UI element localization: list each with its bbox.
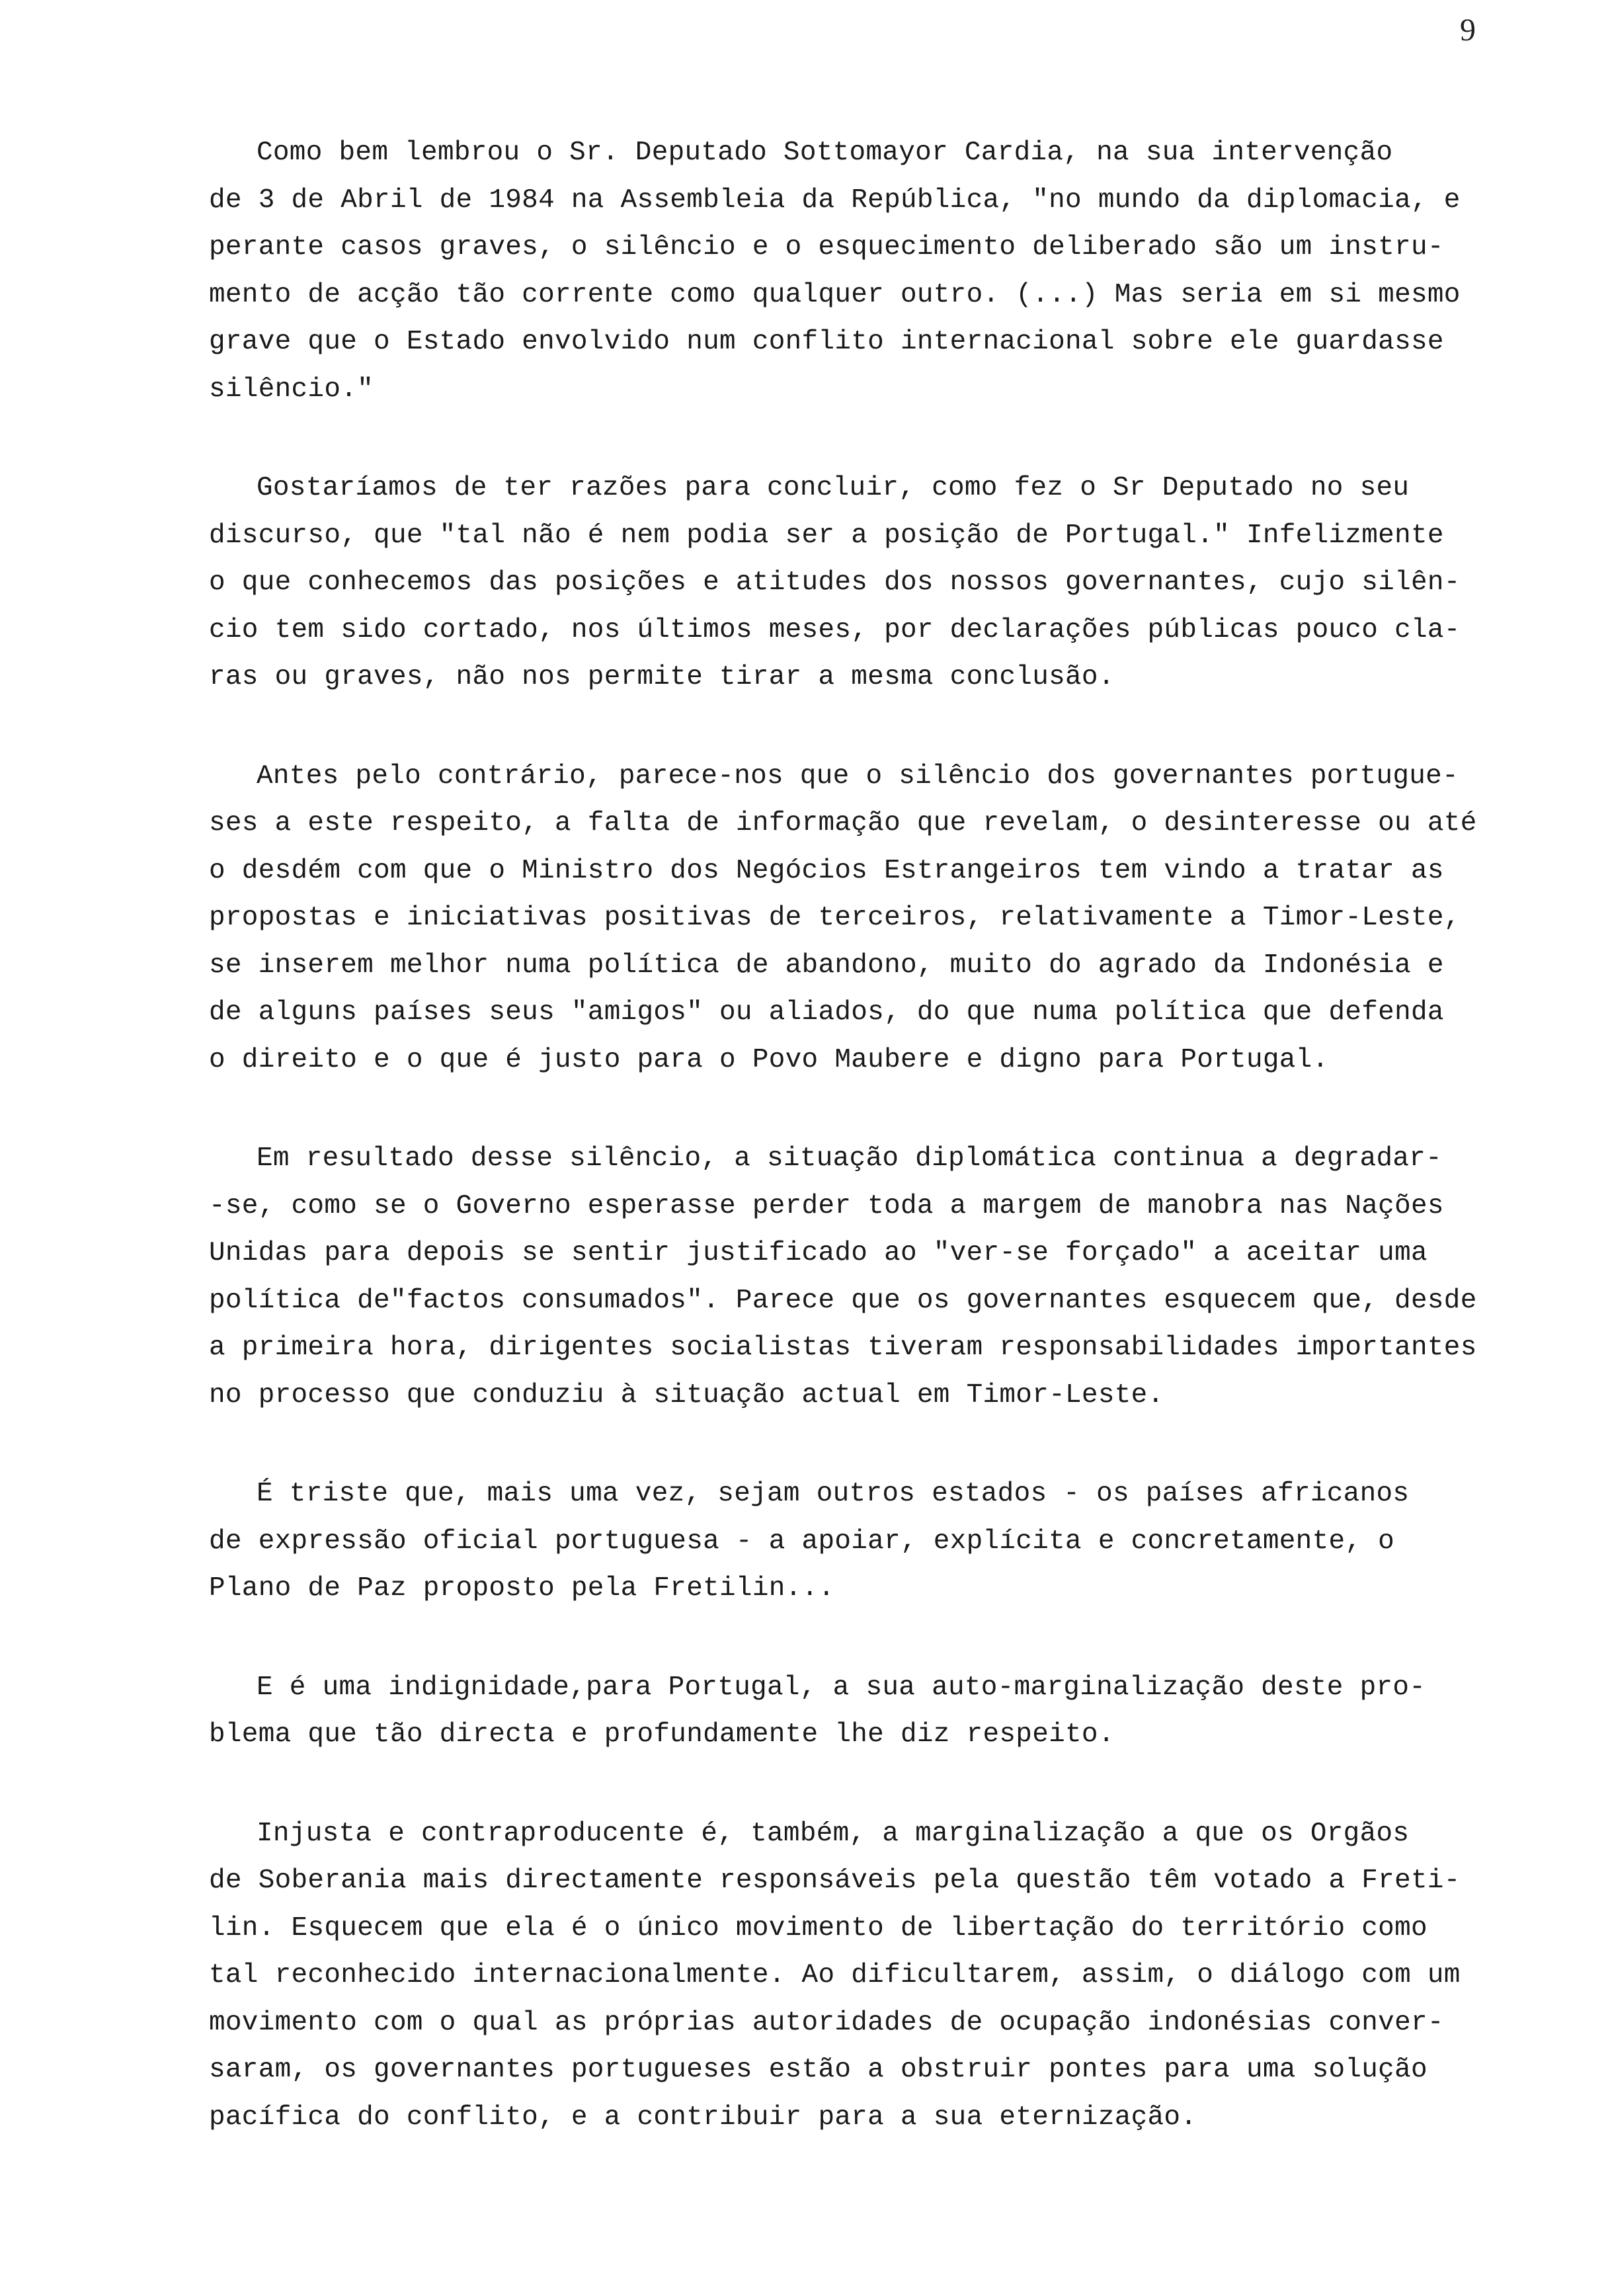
text-line: mento de acção tão corrente como qualquer outro. (...) Mas seria em si mesmo xyxy=(209,279,1461,310)
text-line: É triste que, mais uma vez, sejam outros estados - os países africanos xyxy=(257,1479,1410,1509)
text-line: Antes pelo contrário, parece-nos que o silêncio dos governantes portugue- xyxy=(257,760,1459,792)
text-line: de alguns países seus "amigos" ou aliados, do que numa política que defenda xyxy=(209,997,1444,1028)
text-line: o direito e o que é justo para o Povo Maubere e digno para Portugal. xyxy=(209,1044,1329,1075)
text-line: a primeira hora, dirigentes socialistas tiveram responsabilidades importantes xyxy=(209,1332,1477,1363)
text-line: o desdém com que o Ministro dos Negócios Estrangeiros tem vindo a tratar as xyxy=(209,855,1444,886)
text-line: o que conhecemos das posições e atitudes dos nossos governantes, cujo silên- xyxy=(209,567,1461,598)
text-line: Gostaríamos de ter razões para concluir, como fez o Sr Deputado no seu xyxy=(257,473,1410,503)
text-line: movimento com o qual as próprias autoridades de ocupação indonésias conver- xyxy=(209,2007,1444,2038)
text-line: -se, como se o Governo esperasse perder toda a margem de manobra nas Nações xyxy=(209,1190,1444,1221)
text-line: de expressão oficial portuguesa - a apoiar, explícita e concretamente, o xyxy=(209,1526,1395,1557)
paragraph xyxy=(209,130,1525,413)
paragraph xyxy=(209,1811,1525,2142)
text-line: saram, os governantes portugueses estão a obstruir pontes para uma solução xyxy=(209,2055,1427,2085)
text-line: Como bem lembrou o Sr. Deputado Sottomayor Cardia, na sua intervenção xyxy=(257,138,1393,168)
text-line: ses a este respeito, a falta de informação que revelam, o desinteresse ou até xyxy=(209,808,1477,839)
text-line: pacífica do conflito, e a contribuir para a sua eternização. xyxy=(209,2102,1197,2133)
document-body xyxy=(209,130,1525,2193)
text-line: blema que tão directa e profundamente lhe diz respeito. xyxy=(209,1719,1115,1750)
text-line: Unidas para depois se sentir justificado ao "ver-se forçado" a aceitar uma xyxy=(209,1238,1427,1268)
text-line: ras ou graves, não nos permite tirar a mesma conclusão. xyxy=(209,662,1115,692)
text-line: Em resultado desse silêncio, a situação diplomática continua a degradar- xyxy=(257,1143,1443,1174)
paragraph xyxy=(209,1664,1525,1759)
paragraph xyxy=(209,465,1525,702)
paragraph xyxy=(209,1135,1525,1419)
text-line: perante casos graves, o silêncio e o esquecimento deliberado são um instru- xyxy=(209,232,1444,263)
text-line: cio tem sido cortado, nos últimos meses, por declarações públicas pouco cla- xyxy=(209,614,1461,645)
paragraph xyxy=(209,1471,1525,1613)
text-line: de 3 de Abril de 1984 na Assembleia da República, "no mundo da diplomacia, e xyxy=(209,184,1461,216)
paragraph xyxy=(209,753,1525,1085)
text-line: silêncio." xyxy=(209,374,374,405)
text-line: grave que o Estado envolvido num conflito internacional sobre ele guardasse xyxy=(209,327,1444,357)
text-line: discurso, que "tal não é nem podia ser a posição de Portugal." Infelizmente xyxy=(209,520,1444,551)
text-line: política de"factos consumados". Parece que os governantes esquecem que, desde xyxy=(209,1285,1477,1316)
text-line: tal reconhecido internacionalmente. Ao dificultarem, assim, o diálogo com um xyxy=(209,1960,1461,1990)
text-line: Plano de Paz proposto pela Fretilin... xyxy=(209,1573,835,1604)
text-line: propostas e iniciativas positivas de terceiros, relativamente a Timor-Leste, xyxy=(209,903,1461,933)
page-number: 9 xyxy=(1460,13,1476,48)
text-line: E é uma indignidade,para Portugal, a sua auto-marginalização deste pro- xyxy=(257,1672,1426,1703)
text-line: no processo que conduziu à situação actual em Timor-Leste. xyxy=(209,1379,1164,1411)
text-line: se inserem melhor numa política de abandono, muito do agrado da Indonésia e xyxy=(209,950,1444,981)
text-line: Injusta e contraproducente é, também, a marginalização a que os Orgãos xyxy=(257,1818,1410,1849)
text-line: de Soberania mais directamente responsáveis pela questão têm votado a Freti- xyxy=(209,1866,1461,1896)
text-line: lin. Esquecem que ela é o único movimento de libertação do território como xyxy=(209,1912,1427,1944)
